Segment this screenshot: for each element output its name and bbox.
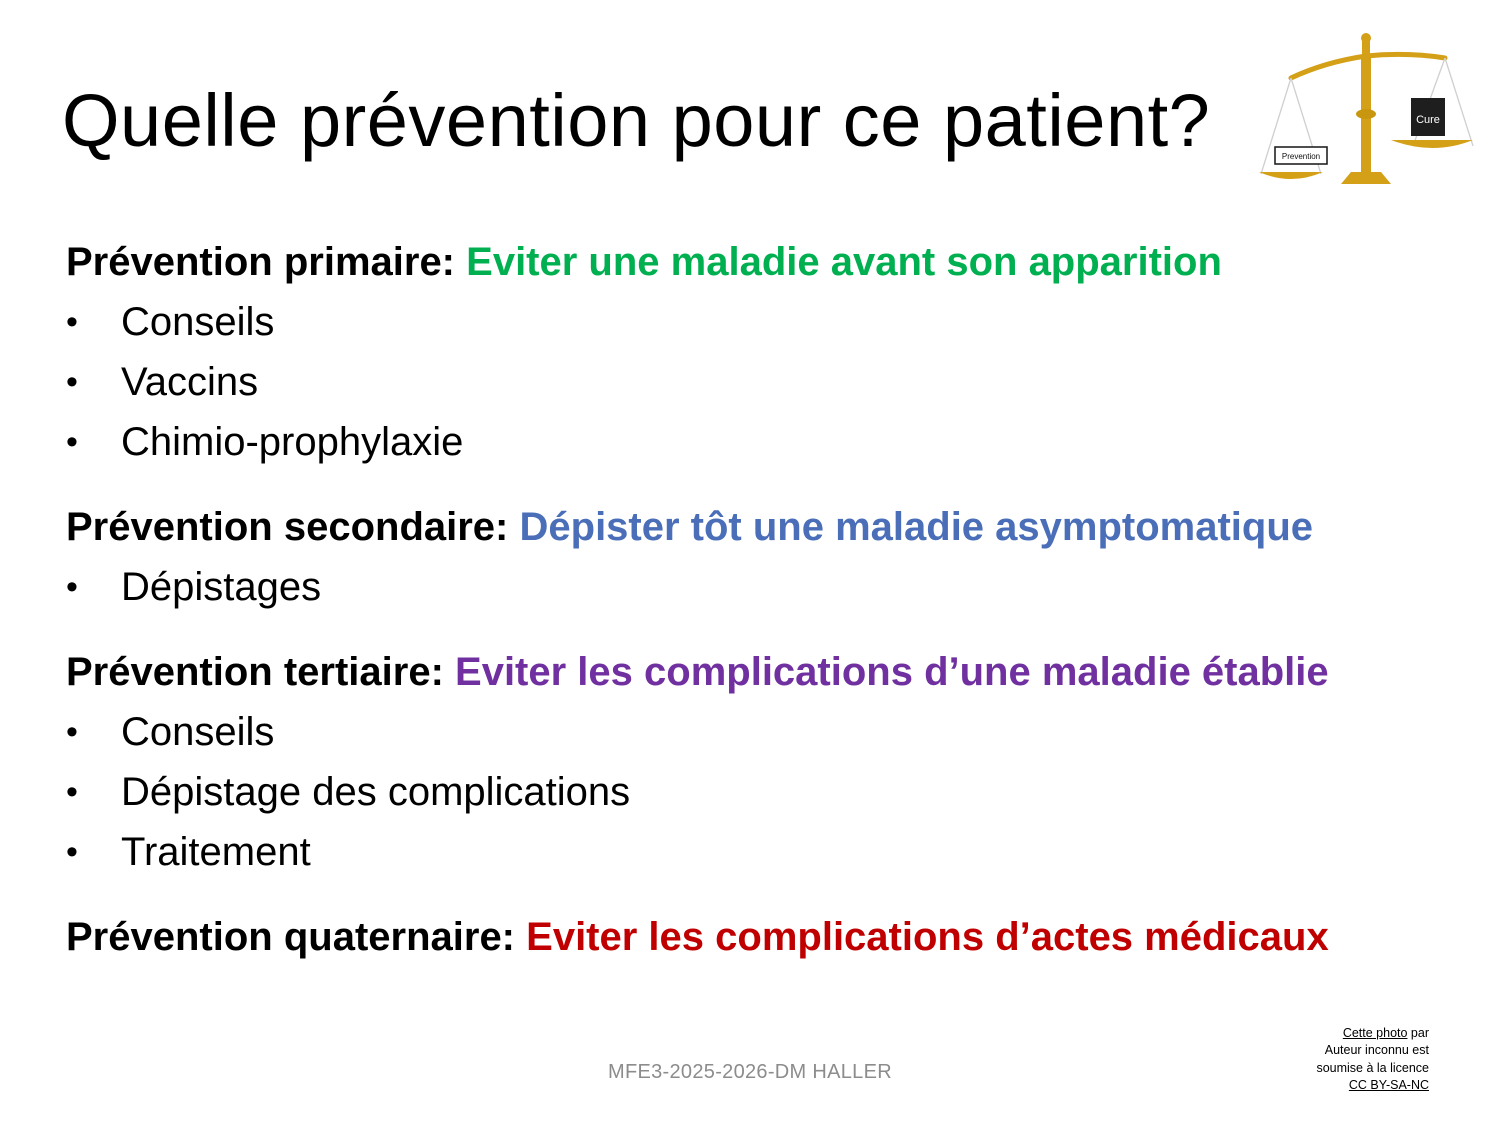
section-description: Dépister tôt une maladie asymptomatique <box>519 505 1314 549</box>
section-heading <box>66 642 1486 702</box>
section-heading <box>66 497 1486 557</box>
section-heading <box>66 232 1486 292</box>
section-description: Eviter une maladie avant son apparition <box>466 240 1222 284</box>
section-heading <box>66 907 1486 967</box>
section-tertiary <box>66 642 1486 882</box>
bullet: • <box>66 303 78 341</box>
section-items <box>66 702 1486 882</box>
slide-title: Quelle prévention pour ce patient? <box>62 79 1211 162</box>
section-primary <box>66 232 1486 472</box>
credit-line-1 <box>1239 1025 1429 1042</box>
prevention-list <box>66 232 1486 992</box>
section-items <box>66 292 1486 472</box>
section-label: Prévention tertiaire: <box>66 650 444 694</box>
list-item-text: Chimio-prophylaxie <box>121 420 464 464</box>
list-item <box>66 702 1486 762</box>
bullet: • <box>66 568 78 606</box>
photo-link[interactable]: Cette photo <box>1342 1026 1408 1040</box>
list-item <box>66 762 1486 822</box>
list-item-text: Traitement <box>121 830 311 874</box>
cure-box-label: Cure <box>1416 114 1440 126</box>
list-item <box>66 412 1486 472</box>
bullet: • <box>66 363 78 401</box>
scale-pillar-knob <box>1356 109 1376 119</box>
list-item-text: Vaccins <box>121 360 259 404</box>
bullet: • <box>66 713 78 751</box>
section-items <box>66 557 1486 617</box>
section-description: Eviter les complications d’actes médicaux <box>526 915 1329 959</box>
list-item <box>66 352 1486 412</box>
list-item-text: Conseils <box>121 710 275 754</box>
list-item <box>66 292 1486 352</box>
bullet: • <box>66 773 78 811</box>
scale-left-pan <box>1259 172 1323 179</box>
credit-line-2: Auteur inconnu est <box>1324 1043 1429 1058</box>
photo-credit <box>1239 1025 1429 1094</box>
section-description: Eviter les complications d’une maladie établie <box>455 650 1329 694</box>
balance-scale-image <box>1255 28 1477 188</box>
section-label: Prévention quaternaire: <box>66 915 516 959</box>
slide-footer: MFE3-2025-2026-DM HALLER <box>608 1061 892 1083</box>
scale-base <box>1341 172 1391 184</box>
list-item-text: Dépistage des complications <box>121 770 631 814</box>
section-label: Prévention primaire: <box>66 240 456 284</box>
bullet: • <box>66 423 78 461</box>
list-item <box>66 557 1486 617</box>
list-item <box>66 822 1486 882</box>
credit-after-link: par <box>1407 1026 1429 1040</box>
bullet: • <box>66 833 78 871</box>
section-secondary <box>66 497 1486 617</box>
list-item-text: Dépistages <box>121 565 322 609</box>
license-link[interactable]: CC BY-SA-NC <box>1348 1077 1429 1092</box>
scale-right-pan <box>1391 140 1473 148</box>
section-label: Prévention secondaire: <box>66 505 509 549</box>
list-item-text: Conseils <box>121 300 275 344</box>
credit-line-3: soumise à la licence <box>1316 1060 1429 1075</box>
prevention-box-label: Prevention <box>1281 152 1321 161</box>
section-quaternary <box>66 907 1486 967</box>
